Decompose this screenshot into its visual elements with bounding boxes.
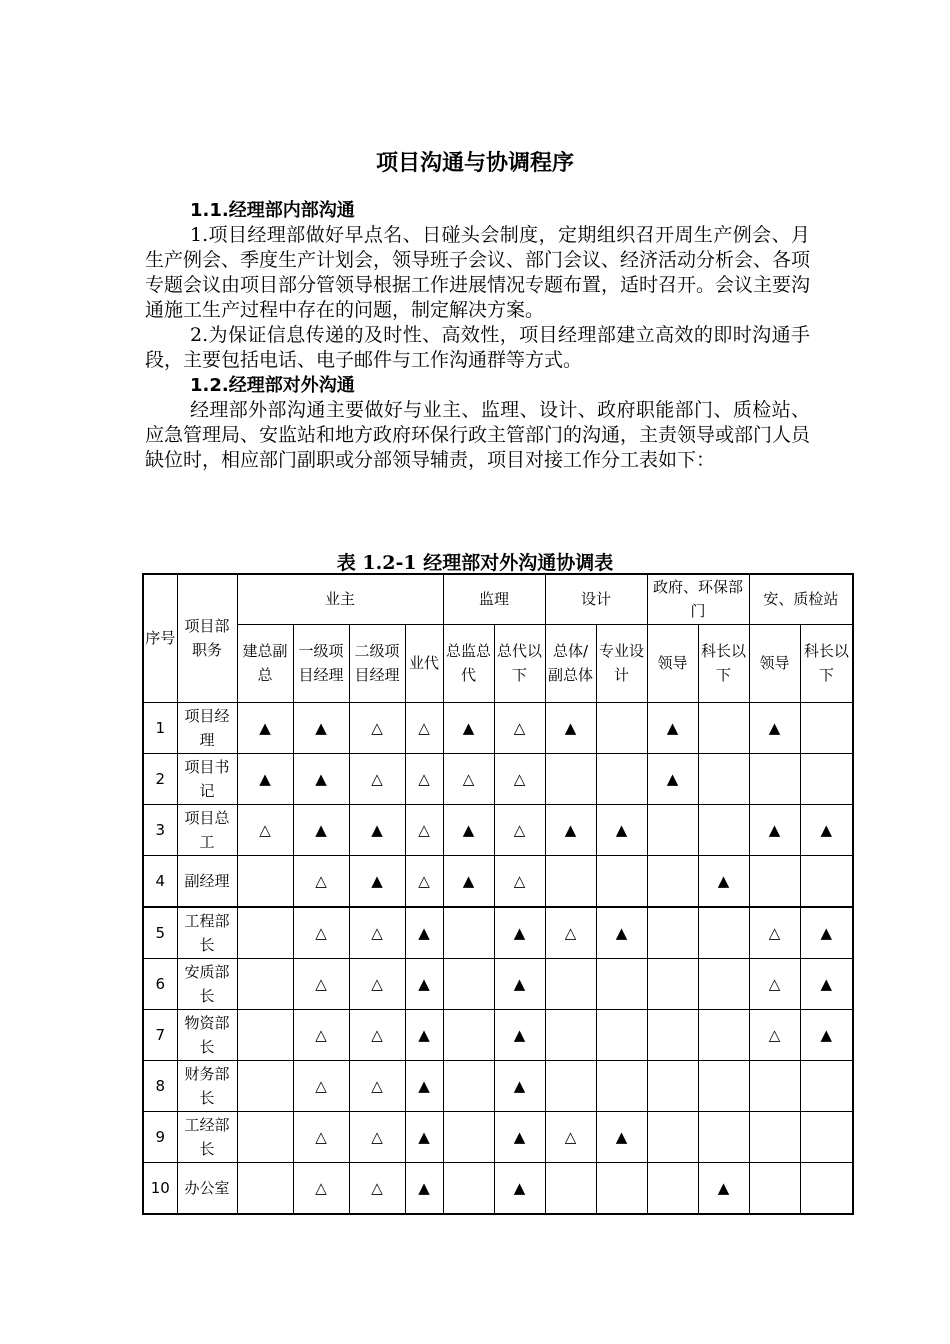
row-cell xyxy=(237,907,293,959)
row-cell xyxy=(749,1111,800,1162)
row-seq: 4 xyxy=(143,855,177,907)
row-cell: △ xyxy=(349,1009,405,1060)
row-cell xyxy=(596,958,647,1009)
row-cell: ▲ xyxy=(545,804,596,855)
row-cell xyxy=(443,1111,494,1162)
row-cell: ▲ xyxy=(800,1009,853,1060)
row-cell: ▲ xyxy=(800,958,853,1009)
row-cell: ▲ xyxy=(800,907,853,959)
header-row-2 xyxy=(143,624,853,702)
row-cell: △ xyxy=(237,804,293,855)
row-cell xyxy=(647,1060,698,1111)
row-cell xyxy=(698,1060,749,1111)
row-cell xyxy=(443,1009,494,1060)
row-cell: △ xyxy=(749,958,800,1009)
header-group-owner: 业主 xyxy=(237,574,443,624)
header-sub-4: 总监总代 xyxy=(443,624,494,702)
header-sub-11: 科长以下 xyxy=(800,624,853,702)
row-cell xyxy=(237,958,293,1009)
row-cell xyxy=(647,907,698,959)
table-row xyxy=(143,958,853,1009)
row-cell xyxy=(800,1162,853,1214)
row-cell: △ xyxy=(349,1060,405,1111)
row-cell xyxy=(647,1162,698,1214)
header-sub-10: 领导 xyxy=(749,624,800,702)
table-row xyxy=(143,1162,853,1214)
header-role: 项目部职务 xyxy=(177,574,237,702)
row-seq: 7 xyxy=(143,1009,177,1060)
table-row xyxy=(143,753,853,804)
row-cell: △ xyxy=(293,1009,349,1060)
row-cell: ▲ xyxy=(237,702,293,753)
row-cell xyxy=(545,958,596,1009)
row-cell xyxy=(749,855,800,907)
row-cell xyxy=(237,1111,293,1162)
row-seq: 2 xyxy=(143,753,177,804)
section-1 xyxy=(145,198,810,473)
row-cell xyxy=(800,1111,853,1162)
row-cell: ▲ xyxy=(349,804,405,855)
row-cell xyxy=(545,1060,596,1111)
table-row xyxy=(143,855,853,907)
row-cell: △ xyxy=(405,702,443,753)
table-caption: 表 1.2-1 经理部对外沟通协调表 xyxy=(336,552,614,574)
row-role: 工程部长 xyxy=(177,907,237,959)
row-cell: ▲ xyxy=(405,1060,443,1111)
row-cell: △ xyxy=(293,907,349,959)
row-cell: ▲ xyxy=(596,804,647,855)
row-cell: ▲ xyxy=(647,702,698,753)
header-group-supervision: 监理 xyxy=(443,574,545,624)
row-cell xyxy=(698,1009,749,1060)
row-role: 副经理 xyxy=(177,855,237,907)
row-cell xyxy=(647,804,698,855)
row-cell: ▲ xyxy=(698,855,749,907)
row-cell xyxy=(800,1060,853,1111)
row-cell xyxy=(647,958,698,1009)
row-seq: 6 xyxy=(143,958,177,1009)
row-cell xyxy=(443,958,494,1009)
row-role: 物资部长 xyxy=(177,1009,237,1060)
row-cell xyxy=(749,1060,800,1111)
row-cell xyxy=(596,1162,647,1214)
header-group-government: 政府、环保部门 xyxy=(647,574,749,624)
table-body xyxy=(143,702,853,1214)
row-cell: ▲ xyxy=(443,804,494,855)
row-cell: △ xyxy=(443,753,494,804)
row-cell: △ xyxy=(293,855,349,907)
row-cell xyxy=(237,855,293,907)
row-cell: ▲ xyxy=(494,1162,545,1214)
row-cell xyxy=(596,1009,647,1060)
row-cell xyxy=(596,702,647,753)
header-sub-8: 领导 xyxy=(647,624,698,702)
row-cell xyxy=(545,753,596,804)
row-cell: △ xyxy=(293,958,349,1009)
row-cell: △ xyxy=(349,958,405,1009)
row-cell: △ xyxy=(749,907,800,959)
row-cell: ▲ xyxy=(405,958,443,1009)
row-cell: ▲ xyxy=(749,702,800,753)
row-cell xyxy=(647,1009,698,1060)
row-cell: ▲ xyxy=(405,1009,443,1060)
row-cell xyxy=(647,1111,698,1162)
row-role: 办公室 xyxy=(177,1162,237,1214)
row-cell xyxy=(443,1060,494,1111)
row-cell xyxy=(698,753,749,804)
header-row-1 xyxy=(143,574,853,624)
row-seq: 9 xyxy=(143,1111,177,1162)
row-cell: △ xyxy=(405,804,443,855)
row-cell: △ xyxy=(349,753,405,804)
header-sub-1: 一级项目经理 xyxy=(293,624,349,702)
row-cell: ▲ xyxy=(405,1162,443,1214)
row-cell xyxy=(596,855,647,907)
table-row xyxy=(143,907,853,959)
row-cell xyxy=(698,1111,749,1162)
row-cell: △ xyxy=(293,1060,349,1111)
table-row xyxy=(143,1111,853,1162)
row-cell: △ xyxy=(494,753,545,804)
row-cell: △ xyxy=(349,907,405,959)
row-cell xyxy=(545,855,596,907)
row-cell xyxy=(698,702,749,753)
table-row xyxy=(143,702,853,753)
row-cell: ▲ xyxy=(749,804,800,855)
row-seq: 1 xyxy=(143,702,177,753)
header-sub-7: 专业设计 xyxy=(596,624,647,702)
document-title: 项目沟通与协调程序 xyxy=(375,151,574,176)
row-seq: 10 xyxy=(143,1162,177,1214)
row-cell xyxy=(749,753,800,804)
header-sub-0: 建总副总 xyxy=(237,624,293,702)
row-cell: △ xyxy=(494,804,545,855)
row-role: 工经部长 xyxy=(177,1111,237,1162)
row-cell: ▲ xyxy=(647,753,698,804)
section-2-heading: 1.2.经理部对外沟通 xyxy=(190,375,355,396)
row-role: 项目总工 xyxy=(177,804,237,855)
header-group-inspection: 安、质检站 xyxy=(749,574,853,624)
row-cell: ▲ xyxy=(293,804,349,855)
row-cell: ▲ xyxy=(698,1162,749,1214)
row-seq: 8 xyxy=(143,1060,177,1111)
section-1-paragraph-2: 2.为保证信息传递的及时性、高效性，项目经理部建立高效的即时沟通手段，主要包括电话、电子邮件与工作沟通群等方式。 xyxy=(145,324,810,371)
table-row xyxy=(143,1009,853,1060)
row-cell: ▲ xyxy=(405,907,443,959)
row-cell xyxy=(749,1162,800,1214)
row-cell: ▲ xyxy=(596,1111,647,1162)
row-cell: ▲ xyxy=(494,1009,545,1060)
row-cell xyxy=(800,855,853,907)
row-cell xyxy=(237,1009,293,1060)
row-role: 项目书记 xyxy=(177,753,237,804)
row-cell: ▲ xyxy=(494,907,545,959)
row-cell: △ xyxy=(494,702,545,753)
row-cell: △ xyxy=(494,855,545,907)
row-cell xyxy=(545,1009,596,1060)
header-sub-2: 二级项目经理 xyxy=(349,624,405,702)
section-1-paragraph-1: 1.项目经理部做好早点名、日碰头会制度，定期组织召开周生产例会、月生产例会、季度生产计划会，领导班子会议、部门会议、经济活动分析会、各项专题会议由项目部分管领导根据工作进展情况专题布置，适时召开。会议主要沟通施工生产过程中存在的问题，制定解决方案。 xyxy=(145,224,811,321)
row-cell: ▲ xyxy=(494,958,545,1009)
section-1-heading: 1.1.经理部内部沟通 xyxy=(190,200,355,221)
row-cell: △ xyxy=(545,1111,596,1162)
row-cell xyxy=(545,1162,596,1214)
row-cell: ▲ xyxy=(800,804,853,855)
row-cell xyxy=(443,907,494,959)
row-cell xyxy=(647,855,698,907)
row-role: 财务部长 xyxy=(177,1060,237,1111)
row-cell xyxy=(237,1162,293,1214)
row-cell xyxy=(443,1162,494,1214)
header-group-design: 设计 xyxy=(545,574,647,624)
header-sub-9: 科长以下 xyxy=(698,624,749,702)
row-cell: ▲ xyxy=(293,702,349,753)
row-cell: ▲ xyxy=(494,1111,545,1162)
row-cell: ▲ xyxy=(349,855,405,907)
row-seq: 3 xyxy=(143,804,177,855)
table-row xyxy=(143,804,853,855)
header-sub-5: 总代以下 xyxy=(494,624,545,702)
row-role: 安质部长 xyxy=(177,958,237,1009)
row-cell xyxy=(698,907,749,959)
row-cell: △ xyxy=(293,1162,349,1214)
row-cell xyxy=(596,1060,647,1111)
row-cell: ▲ xyxy=(237,753,293,804)
row-cell xyxy=(698,958,749,1009)
header-sub-3: 业代 xyxy=(405,624,443,702)
coordination-table xyxy=(142,573,854,1215)
row-role: 项目经理 xyxy=(177,702,237,753)
row-cell: ▲ xyxy=(596,907,647,959)
row-cell: ▲ xyxy=(494,1060,545,1111)
header-sub-6: 总体/副总体 xyxy=(545,624,596,702)
row-cell: △ xyxy=(293,1111,349,1162)
table-row xyxy=(143,1060,853,1111)
row-cell: ▲ xyxy=(545,702,596,753)
row-cell: △ xyxy=(349,1111,405,1162)
row-cell: △ xyxy=(405,753,443,804)
row-cell: △ xyxy=(349,1162,405,1214)
row-cell xyxy=(596,753,647,804)
row-cell: ▲ xyxy=(293,753,349,804)
row-cell: ▲ xyxy=(443,702,494,753)
row-cell: ▲ xyxy=(405,1111,443,1162)
row-cell xyxy=(237,1060,293,1111)
row-cell xyxy=(800,702,853,753)
row-seq: 5 xyxy=(143,907,177,959)
row-cell: △ xyxy=(405,855,443,907)
header-seq: 序号 xyxy=(143,574,177,702)
row-cell xyxy=(698,804,749,855)
row-cell: △ xyxy=(545,907,596,959)
row-cell: ▲ xyxy=(443,855,494,907)
row-cell xyxy=(800,753,853,804)
row-cell: △ xyxy=(749,1009,800,1060)
row-cell: △ xyxy=(349,702,405,753)
section-2-paragraph-1: 经理部外部沟通主要做好与业主、监理、设计、政府职能部门、质检站、应急管理局、安监站和地方政府环保行政主管部门的沟通，主责领导或部门人员缺位时，相应部门副职或分部领导辅责，项目对接工作分工表如下： xyxy=(145,399,811,471)
